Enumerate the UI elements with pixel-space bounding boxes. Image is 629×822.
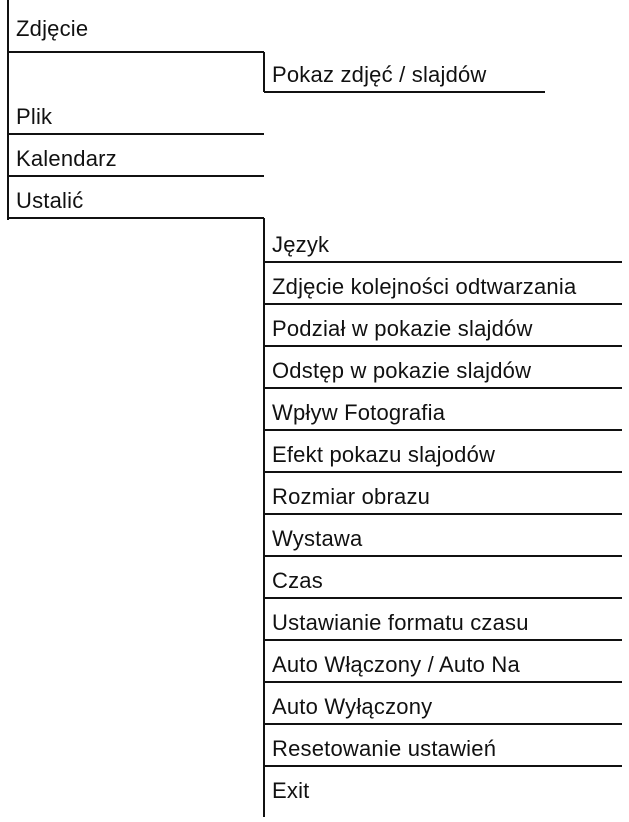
- menu-item-zdjecie[interactable]: Zdjęcie: [16, 16, 89, 41]
- settings-item-time[interactable]: Czas: [272, 568, 323, 593]
- menu-item-plik[interactable]: Plik: [16, 104, 53, 129]
- menu-item-ustalic[interactable]: Ustalić: [16, 188, 84, 213]
- settings-item-photo-effect[interactable]: Wpływ Fotografia: [272, 400, 446, 425]
- settings-item-playback-order[interactable]: Zdjęcie kolejności odtwarzania: [272, 274, 577, 299]
- settings-item-reset[interactable]: Resetowanie ustawień: [272, 736, 497, 761]
- settings-item-image-size[interactable]: Rozmiar obrazu: [272, 484, 431, 509]
- settings-item-auto-off[interactable]: Auto Wyłączony: [272, 694, 433, 719]
- settings-item-jezyk[interactable]: Język: [272, 232, 330, 257]
- settings-item-slideshow-interval[interactable]: Odstęp w pokazie slajdów: [272, 358, 532, 383]
- settings-item-slideshow-effect[interactable]: Efekt pokazu slajodów: [272, 442, 496, 467]
- submenu-item-slideshow[interactable]: Pokaz zdjęć / slajdów: [272, 62, 487, 87]
- settings-item-auto-on[interactable]: Auto Włączony / Auto Na: [272, 652, 520, 677]
- settings-item-exit[interactable]: Exit: [272, 778, 310, 803]
- menu-item-kalendarz[interactable]: Kalendarz: [16, 146, 117, 171]
- settings-item-slideshow-division[interactable]: Podział w pokazie slajdów: [272, 316, 533, 341]
- settings-item-display[interactable]: Wystawa: [272, 526, 363, 551]
- settings-item-time-format[interactable]: Ustawianie formatu czasu: [272, 610, 529, 635]
